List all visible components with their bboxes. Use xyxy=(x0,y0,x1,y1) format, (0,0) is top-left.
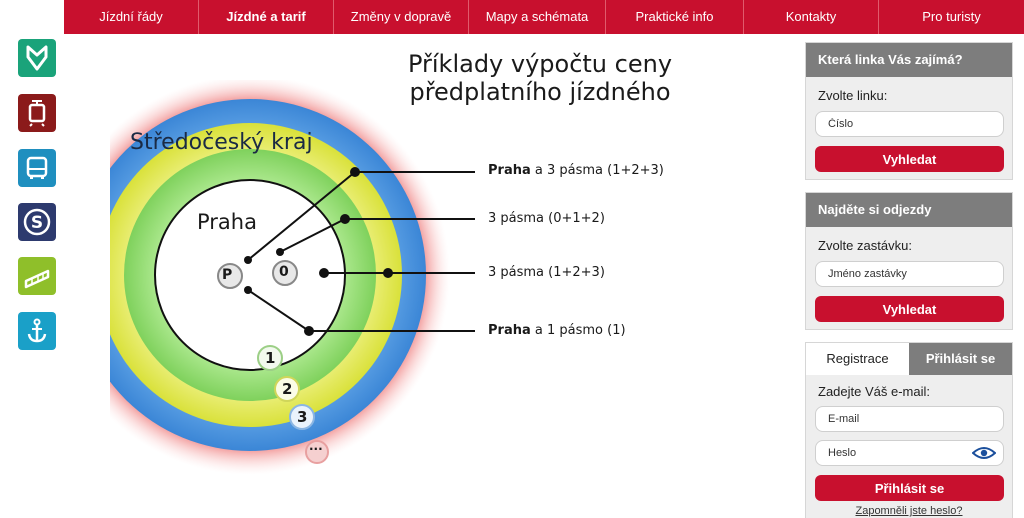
line-number-input[interactable] xyxy=(815,111,1004,137)
zone-3-label: 3 xyxy=(297,408,308,426)
zone-2-label: 2 xyxy=(282,380,293,398)
tab-login[interactable]: Přihlásit se xyxy=(909,343,1012,375)
example-prague-1-zone: Praha a 1 pásmo (1) xyxy=(488,323,626,338)
prague-zone xyxy=(155,180,345,370)
zone-p-label: P xyxy=(222,267,233,283)
nav-item-contacts[interactable]: Kontakty xyxy=(744,0,879,34)
nav-item-practical-info[interactable]: Praktické info xyxy=(606,0,744,34)
departures-panel xyxy=(805,192,1013,330)
funicular-icon[interactable] xyxy=(18,257,56,295)
example-3-zones-012: 3 pásma (0+1+2) xyxy=(488,211,605,226)
departures-title: Najděte si odjezdy xyxy=(806,193,1012,227)
ferry-icon[interactable] xyxy=(18,312,56,350)
stop-name-input[interactable] xyxy=(815,261,1004,287)
train-icon[interactable] xyxy=(18,203,56,241)
departures-search-button[interactable]: Vyhledat xyxy=(815,296,1004,322)
login-email-label: Zadejte Váš e-mail: xyxy=(818,384,930,399)
email-field[interactable] xyxy=(815,406,1004,432)
nav-item-timetables[interactable]: Jízdní řády xyxy=(64,0,199,34)
nav-item-tourists[interactable]: Pro turisty xyxy=(922,9,981,24)
forgot-password-link[interactable]: Zapomněli jste heslo? xyxy=(855,505,963,517)
page-title-line1: Příklady výpočtu ceny xyxy=(407,50,673,78)
zone-1-label: 1 xyxy=(265,349,276,367)
more-zones-button[interactable]: ··· xyxy=(309,442,323,456)
login-tabs xyxy=(806,343,1012,375)
show-password-icon[interactable] xyxy=(972,446,996,465)
region-label: Středočeský kraj xyxy=(130,130,313,155)
page-title-line2: předplatního jízdného xyxy=(409,78,671,106)
login-panel xyxy=(805,342,1013,518)
bus-icon[interactable] xyxy=(18,149,56,187)
zone-0-label: 0 xyxy=(279,264,289,280)
password-wrapper xyxy=(815,440,1004,466)
city-label: Praha xyxy=(197,210,257,234)
line-search-panel xyxy=(805,42,1013,180)
departures-label: Zvolte zastávku: xyxy=(818,238,912,253)
tram-icon[interactable] xyxy=(18,94,56,132)
nav-item-changes[interactable]: Změny v dopravě xyxy=(334,0,469,34)
example-prague-3-zones: Praha a 3 pásma (1+2+3) xyxy=(488,163,664,178)
line-search-title: Která linka Vás zajímá? xyxy=(806,43,1012,77)
line-search-button[interactable]: Vyhledat xyxy=(815,146,1004,172)
nav-item-fares[interactable]: Jízdné a tarif xyxy=(199,0,334,34)
nav-item-maps[interactable]: Mapy a schémata xyxy=(469,0,606,34)
metro-icon[interactable] xyxy=(18,39,56,77)
main-navigation xyxy=(64,0,1024,34)
tab-registration[interactable]: Registrace xyxy=(806,343,909,375)
line-search-label: Zvolte linku: xyxy=(818,88,888,103)
example-3-zones-123: 3 pásma (1+2+3) xyxy=(488,265,605,280)
login-button[interactable]: Přihlásit se xyxy=(815,475,1004,501)
svg-text:S: S xyxy=(30,213,44,233)
